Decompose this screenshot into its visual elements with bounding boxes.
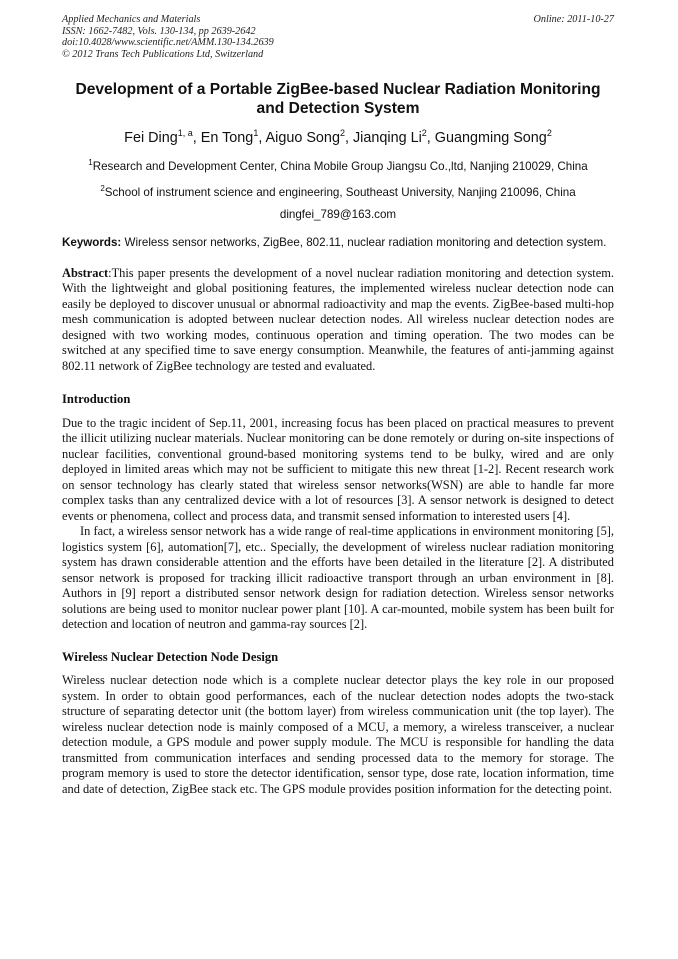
affiliation-2: [62, 182, 614, 200]
keywords: [62, 235, 614, 250]
doi-line: doi:10.4028/www.scientific.net/AMM.130-134.2639: [62, 37, 274, 49]
design-paragraph-1: Wireless nuclear detection node which is a complete nuclear detector plays the key role in our proposed system. In order to obtain good performances, each of the nuclear detection nodes adopts the two-stack structure of separating detector unit (the bottom layer) from wireless communication unit (the top layer). The wireless nuclear detection node is mainly composed of a MCU, a memory, a wireless transceiver, a nuclear detection module, a GPS module and power supply module. The MCU is responsible for handling the data transmitted from communication interfaces and sending processed data to the memory for storage. The program memory is used to store the detector identification, sensor type, dose rate, location information, time and date of detection, ZigBee stack etc. The GPS module provides position information for the detecting point.: [62, 673, 614, 796]
paper-page: [62, 14, 614, 797]
author-name: Guangming Song: [434, 130, 547, 147]
author-list: Fei Ding$^{1, a}$, En Tong$^1$, Aiguo Song$^2$, Jianqing Li$^2$, Guangming Song$^2$: [124, 128, 552, 147]
issn-line: ISSN: 1662-7482, Vols. 130-134, pp 2639-2642: [62, 25, 256, 37]
abstract: [62, 266, 614, 375]
abstract-separator: :: [108, 265, 112, 280]
author-email[interactable]: dingfei_789@163.com: [279, 207, 397, 221]
author-name: En Tong: [200, 130, 254, 147]
affiliation-text: School of instrument science and engineering, Southeast University, Nanjing 210096, China: [104, 185, 576, 199]
design-heading: Wireless Nuclear Detection Node Design: [62, 649, 279, 664]
affiliation-mark: 2: [100, 184, 105, 194]
author-name: Fei Ding: [124, 130, 178, 147]
online-date: Online: 2011-10-27: [533, 14, 614, 25]
copyright-line: © 2012 Trans Tech Publications Ltd, Switzerland: [62, 48, 264, 60]
introduction-paragraph-1: Due to the tragic incident of Sep.11, 2001, increasing focus has been placed on practical measures to prevent the illicit utilizing nuclear materials. Nuclear monitoring can be done remotely or during on-site inspections of nuclear facilities, conventional ground-based monitoring systems tend to be bulky, wired and are only deployed in limited areas which may not be sufficient to mitigate this new threat [1-2]. Recent research work on sensor technology has clearly stated that wireless sensor networks(WSN) are able to handle far more complex tasks than any centralized device with a lot of resources [3]. A sensor network is designed to detect events or phenomena, collect and process data, and transmit sensed information to interested users [4].: [62, 415, 614, 523]
author-affiliation-mark: 2: [339, 128, 345, 139]
affiliation-mark: 1: [88, 158, 93, 168]
journal-name: Applied Mechanics and Materials: [62, 14, 201, 25]
affiliation-1: [62, 156, 614, 174]
author-affiliation-mark: 2: [546, 128, 552, 139]
introduction-paragraph-2: In fact, a wireless sensor network has a wide range of real-time applications in environment monitoring [5], logistics system [6], automation[7], etc.. Specially, the development of wireless nuclear radiation monitoring system has drawn considerable attention and the efforts have been detailed in the literature [2]. A distributed sensor network is proposed for tracking illicit radioactive transport through an urban environment in [8]. Authors in [9] report a distributed sensor network design for radiation detection. Wireless sensor networks solutions are being used to monitor nuclear power plant [10]. A car-mounted, mobile system has been built for detection and location of neutron and gamma-ray sources [2].: [62, 524, 614, 632]
keywords-label: Keywords:: [62, 235, 122, 249]
introduction-heading: Introduction: [62, 392, 131, 407]
author-affiliation-mark: 1: [253, 128, 259, 139]
author-affiliation-mark: 2: [421, 128, 427, 139]
author-name: Aiguo Song: [265, 130, 340, 147]
journal-header: [62, 14, 614, 60]
abstract-text: This paper presents the development of a novel nuclear radiation monitoring and detection system. With the lightweight and global positioning features, the implemented wireless nuclear detection node can easily be deployed to discover unusual or abnormal radioactivity and map the events. ZigBee-based multi-hop mesh communication is adopted between nuclear detection nodes. All wireless nuclear detection nodes are designed with two working modes, continuous operation and timing operation. The two modes can be switched at any specified time to save energy consumption. Meanwhile, the features of anti-jamming against 802.11 network of ZigBee technology are tested and evaluated.: [62, 265, 614, 373]
author-name: Jianqing Li: [352, 130, 422, 147]
paper-title: Development of a Portable ZigBee-based Nuclear Radiation Monitoring and Detection System: [75, 81, 601, 118]
author-affiliation-mark: 1, a: [177, 128, 193, 139]
abstract-label: Abstract: [62, 265, 109, 280]
keywords-text: Wireless sensor networks, ZigBee, 802.11, nuclear radiation monitoring and detection system.: [124, 235, 607, 249]
affiliation-text: Research and Development Center, China Mobile Group Jiangsu Co.,ltd, Nanjing 210029, China: [92, 160, 588, 174]
